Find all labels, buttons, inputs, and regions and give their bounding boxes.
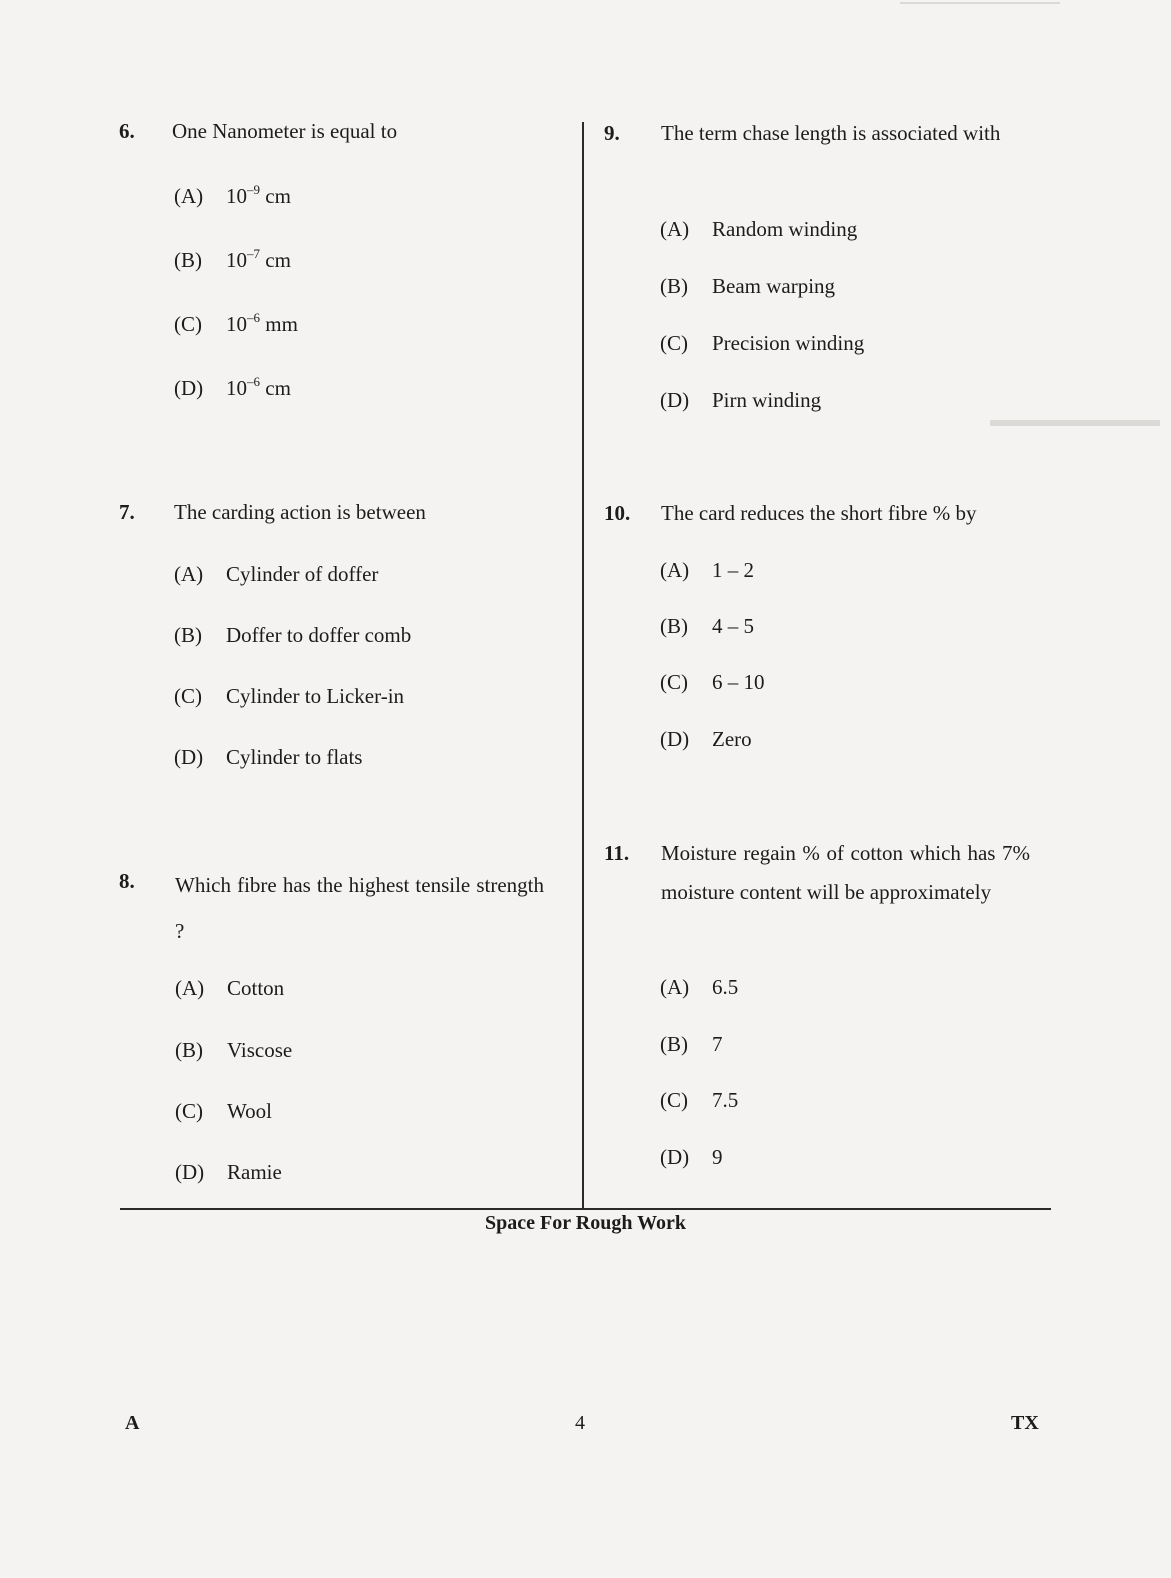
option-d[interactable]	[175, 1153, 282, 1192]
option-label: (B)	[175, 1038, 203, 1062]
question-stem: The term chase length is associated with	[661, 121, 1001, 145]
option-b[interactable]	[660, 1025, 723, 1064]
option-b[interactable]	[175, 1031, 292, 1070]
footer-series-code: A	[125, 1412, 140, 1434]
question-stem: The card reduces the short fibre % by	[661, 501, 977, 525]
option-label: (C)	[660, 670, 688, 694]
question-stem: Which fibre has the highest tensile strength ?	[175, 873, 544, 943]
option-c[interactable]	[175, 1092, 272, 1131]
option-text: 7.5	[712, 1088, 739, 1112]
option-label: (A)	[175, 976, 205, 1000]
option-c[interactable]	[174, 305, 298, 344]
option-d[interactable]	[174, 369, 291, 408]
option-exponent: –9	[247, 182, 260, 197]
option-text: Zero	[712, 727, 752, 751]
option-c[interactable]	[660, 663, 765, 702]
question-stem: One Nanometer is equal to	[172, 119, 398, 143]
option-text: Cylinder to Licker-in	[226, 684, 405, 708]
option-c[interactable]	[660, 1081, 738, 1120]
option-label: (D)	[174, 745, 204, 769]
question-8	[119, 862, 559, 1192]
option-text: 4 – 5	[712, 614, 754, 638]
option-label: (D)	[175, 1160, 205, 1184]
question-number: 7.	[119, 500, 135, 524]
option-label: (D)	[660, 1145, 690, 1169]
option-label: (C)	[174, 684, 202, 708]
option-text: 6 – 10	[712, 670, 765, 694]
option-b[interactable]	[660, 267, 835, 306]
option-text: 7	[712, 1032, 723, 1056]
option-label: (A)	[174, 184, 204, 208]
option-b[interactable]	[174, 241, 291, 280]
option-a[interactable]	[175, 969, 284, 1008]
option-unit: cm	[260, 184, 291, 208]
option-c[interactable]	[174, 677, 404, 716]
option-text: Ramie	[227, 1160, 282, 1184]
question-11	[604, 834, 1044, 1184]
option-label: (A)	[660, 558, 690, 582]
option-text: Viscose	[227, 1038, 293, 1062]
option-base: 10	[226, 312, 247, 336]
option-a[interactable]	[174, 555, 378, 594]
footer-subject-code: TX	[1011, 1412, 1039, 1434]
option-label: (A)	[174, 562, 204, 586]
option-label: (A)	[660, 975, 690, 999]
option-text: Pirn winding	[712, 388, 822, 412]
option-b[interactable]	[660, 607, 754, 646]
question-stem: Moisture regain % of cotton which has 7% moisture content will be approximately	[661, 841, 1030, 904]
option-d[interactable]	[174, 738, 362, 777]
option-label: (B)	[660, 1032, 688, 1056]
option-label: (B)	[660, 274, 688, 298]
option-unit: mm	[260, 312, 298, 336]
option-label: (C)	[660, 1088, 688, 1112]
option-unit: cm	[260, 248, 291, 272]
question-7	[119, 493, 559, 783]
option-label: (C)	[660, 331, 688, 355]
option-text: Cylinder of doffer	[226, 562, 379, 586]
option-label: (C)	[175, 1099, 203, 1123]
question-number: 11.	[604, 841, 630, 865]
option-a[interactable]	[174, 177, 291, 216]
question-9	[604, 114, 1044, 424]
option-label: (B)	[174, 248, 202, 272]
option-b[interactable]	[174, 616, 411, 655]
column-divider	[582, 122, 584, 1208]
option-text: Cylinder to flats	[226, 745, 363, 769]
option-a[interactable]	[660, 210, 857, 249]
option-base: 10	[226, 184, 247, 208]
option-text: Cotton	[227, 976, 285, 1000]
option-label: (D)	[660, 727, 690, 751]
option-text: Doffer to doffer comb	[226, 623, 412, 647]
question-10	[604, 494, 1044, 764]
option-a[interactable]	[660, 968, 738, 1007]
option-text: 1 – 2	[712, 558, 754, 582]
option-d[interactable]	[660, 1138, 723, 1177]
option-exponent: –6	[247, 374, 260, 389]
option-text: Precision winding	[712, 331, 865, 355]
option-d[interactable]	[660, 381, 821, 420]
option-label: (B)	[174, 623, 202, 647]
option-text: 9	[712, 1145, 723, 1169]
bottom-rule	[120, 1208, 1051, 1210]
option-label: (B)	[660, 614, 688, 638]
option-base: 10	[226, 376, 247, 400]
footer-page-number: 4	[575, 1412, 585, 1434]
option-text: Wool	[227, 1099, 272, 1123]
question-number: 8.	[119, 869, 135, 893]
option-label: (C)	[174, 312, 202, 336]
option-label: (D)	[174, 376, 204, 400]
option-exponent: –6	[247, 310, 260, 325]
option-a[interactable]	[660, 551, 754, 590]
option-text: Random winding	[712, 217, 858, 241]
rough-work-label: Space For Rough Work	[485, 1212, 686, 1234]
option-label: (D)	[660, 388, 690, 412]
question-number: 6.	[119, 119, 135, 143]
question-6	[119, 112, 559, 412]
option-exponent: –7	[247, 246, 260, 261]
option-text: Beam warping	[712, 274, 836, 298]
option-c[interactable]	[660, 324, 864, 363]
option-d[interactable]	[660, 720, 752, 759]
option-base: 10	[226, 248, 247, 272]
option-label: (A)	[660, 217, 690, 241]
option-text: 6.5	[712, 975, 739, 999]
question-stem: The carding action is between	[174, 500, 426, 524]
question-number: 10.	[604, 501, 631, 525]
scan-smudge	[900, 2, 1060, 4]
question-number: 9.	[604, 121, 620, 145]
option-unit: cm	[260, 376, 291, 400]
